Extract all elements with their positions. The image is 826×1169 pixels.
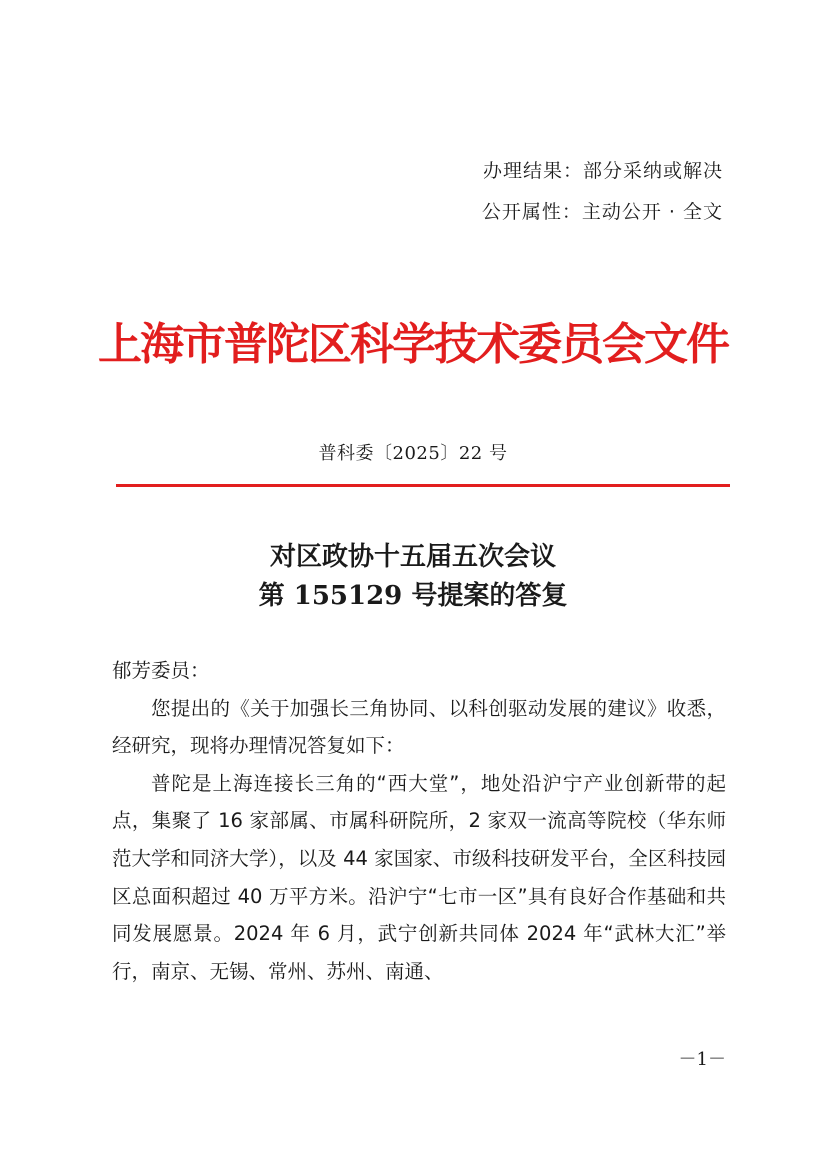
document-number: 普科委〔2025〕22 号 [318,443,508,464]
page-number: －1－ [678,1049,726,1070]
red-divider-line [116,484,730,487]
document-body [112,652,726,990]
disclosure-attribute-line: 公开属性：主动公开 · 全文 [481,201,723,223]
salutation: 郁芳委员： [112,659,210,682]
reply-title-line-2: 第 155129 号提案的答复 [258,581,568,611]
body-paragraph: 普陀是上海连接长三角的“西大堂”，地处沿沪宁产业创新带的起点，集聚了 16 家部属、市属科研院所，2 家双一流高等院校（华东师范大学和同济大学），以及 44 家国家、市级科技研发平台，全区科技园区总面积超过 40 万平方米。沿沪宁“七市一区”具有良好合作基础和共同发展愿景。2024 年 6 月，武宁创新共同体 2024 年“武林大汇”举行，南京、无锡、常州、苏州、南通、 [112,771,726,983]
issuing-organization-title: 上海市普陀区科学技术委员会文件 [98,319,728,370]
body-paragraph: 您提出的《关于加强长三角协同、以科创驱动发展的建议》收悉，经研究，现将办理情况答复如下： [112,696,726,758]
reply-title-line-1: 对区政协十五届五次会议 [269,542,556,572]
handling-result-line: 办理结果：部分采纳或解决 [482,160,723,182]
